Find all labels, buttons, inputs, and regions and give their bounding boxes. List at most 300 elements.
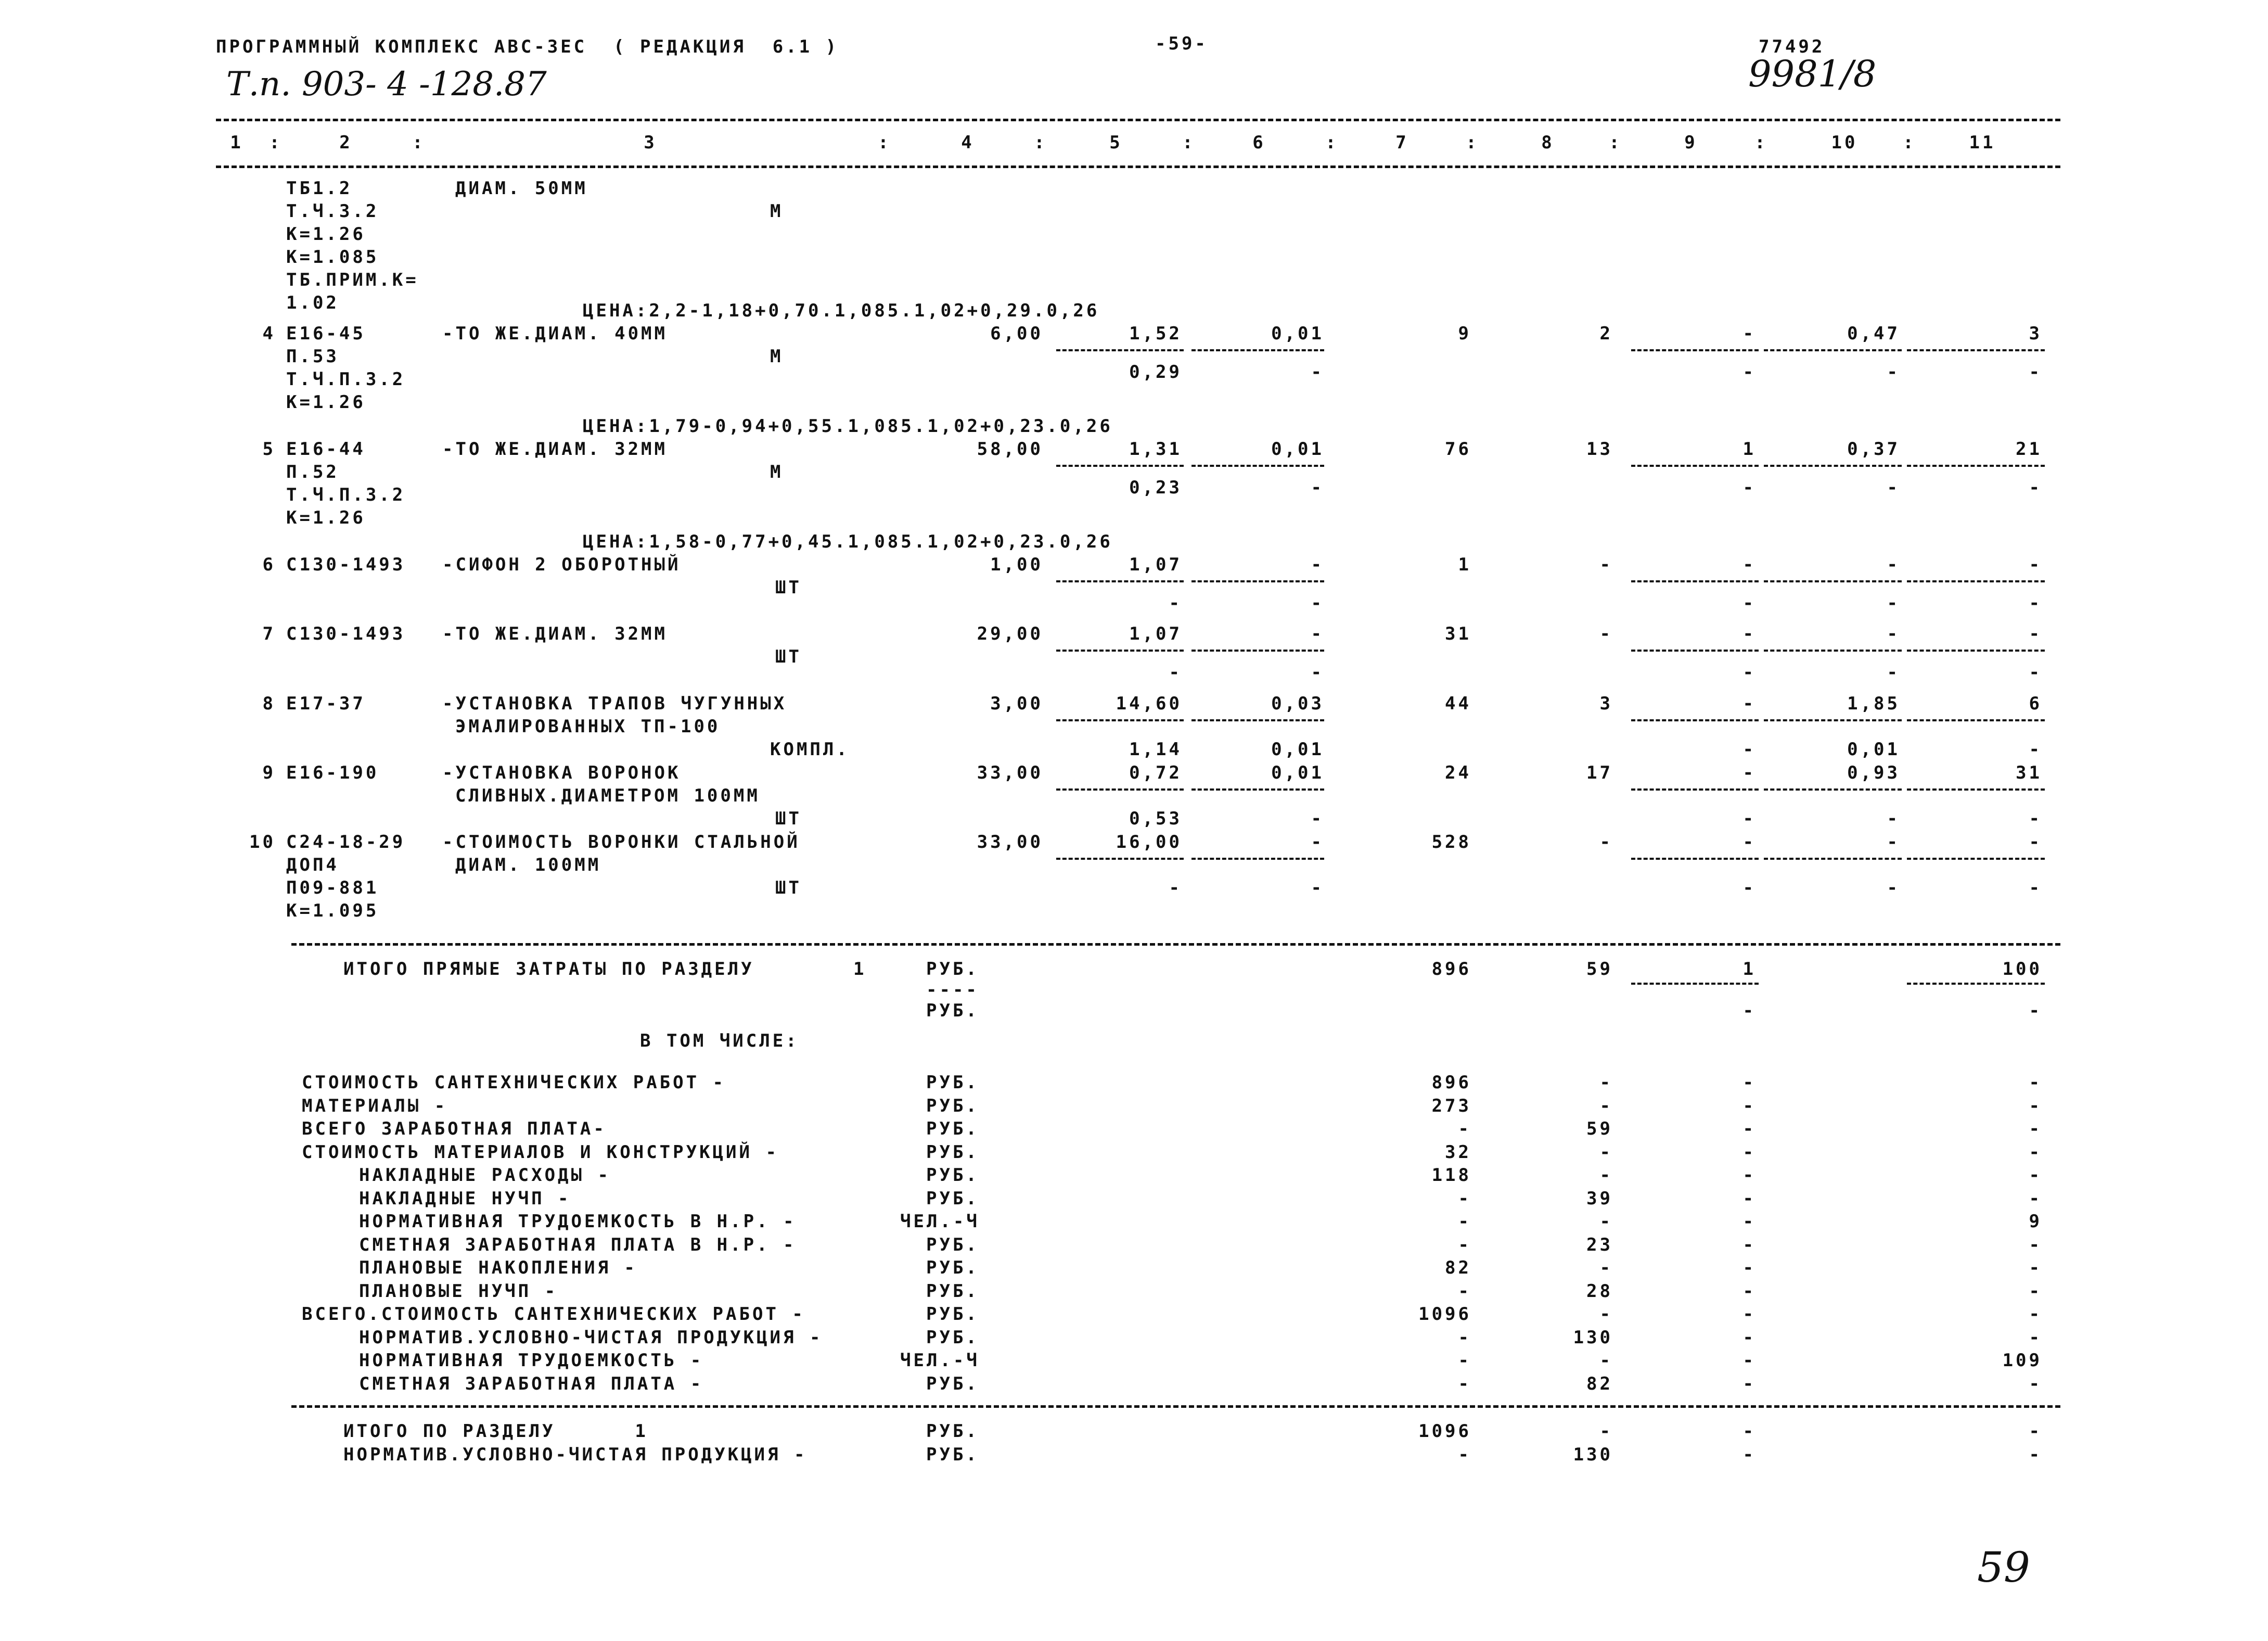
breakdown-unit: РУБ. [926,1327,979,1348]
breakdown-c7: - [1458,1350,1471,1371]
underline-c5 [1056,858,1184,860]
underline-c6 [1191,788,1324,791]
breakdown-c8: 59 [1586,1118,1613,1139]
cell-c6: - [1311,624,1324,644]
cell-c11: - [2029,554,2042,575]
breakdown-c7: 896 [1431,1072,1471,1093]
breakdown-c9: - [1742,1304,1756,1325]
program-title: ПРОГРАММНЫЙ КОМПЛЕКС АВС-ЗЕС ( РЕДАКЦИЯ 6.1 ) [216,36,839,57]
breakdown-c8: - [1599,1350,1613,1371]
section-total-label: НОРМАТИВ.УСЛОВНО-ЧИСТАЯ ПРОДУКЦИЯ - [343,1444,808,1465]
underline-c5 [1056,719,1184,721]
cell-c10: - [1887,554,1900,575]
breakdown-c9: - [1742,1165,1756,1186]
breakdown-c9: - [1742,1280,1756,1302]
column-header-6: 4 [961,132,975,153]
cell-c5: 1,52 [1129,323,1182,344]
breakdown-c11: - [2029,1095,2042,1116]
underline-c5 [1056,580,1184,582]
cell-c7: 528 [1431,832,1471,853]
document-number: 77492 [1759,36,1825,57]
reference-line: Т.Ч.П.3.2 [286,369,406,390]
cell-c7: 1 [1458,554,1471,575]
breakdown-c7: - [1458,1280,1471,1302]
breakdown-c9: - [1742,1257,1756,1278]
cell-c10: - [1887,624,1900,644]
item-description-2: ДИАМ. 100ММ [455,855,601,875]
section-total-c9: - [1742,1421,1756,1442]
total-direct-c11: 100 [2002,959,2042,979]
cell-c11b: - [2029,593,2042,614]
breakdown-c7: - [1458,1211,1471,1232]
header-rule-bottom [216,166,2060,168]
reference-line: К=1.095 [286,900,379,921]
breakdown-label: ВСЕГО ЗАРАБОТНАЯ ПЛАТА- [302,1118,607,1139]
price-formula: ЦЕНА:1,58-0,77+0,45.1,085.1,02+0,23.0,26 [583,531,1113,552]
item-code: С130-1493 [286,554,406,575]
item-number: 6 [262,554,276,575]
total-direct-c7: 896 [1431,959,1471,979]
section-total-c11: - [2029,1444,2042,1465]
cell-c7: 76 [1445,439,1471,460]
column-header-5: : [878,132,891,153]
cell-c10b: - [1887,662,1900,683]
cell-c9: - [1742,624,1756,644]
total-direct-unit-3: РУБ. [926,1000,979,1021]
breakdown-c7: - [1458,1373,1471,1394]
column-header-7: : [1034,132,1047,153]
breakdown-c8: - [1599,1304,1613,1325]
breakdown-c7: 273 [1431,1095,1471,1116]
cell-c9b: - [1742,477,1756,498]
cell-c5: 1,31 [1129,439,1182,460]
reference-line: ТБ1.2 [286,178,353,199]
breakdown-label: НОРМАТИВНАЯ ТРУДОЕМКОСТЬ В Н.Р. - [359,1211,797,1232]
breakdown-c9: - [1742,1072,1756,1093]
cell-c10b: - [1887,477,1900,498]
cell-c8: 3 [1599,693,1613,714]
cell-c11: - [2029,832,2042,853]
breakdown-unit: ЧЕЛ.-Ч [900,1211,980,1232]
underline-c11 [1907,465,2045,467]
tp-code: Т.п. 903- 4 -128.87 [226,65,547,104]
cell-c6: 0,01 [1271,323,1324,344]
column-header-3: : [412,132,426,153]
item-code: Е16-45 [286,323,366,344]
cell-c11b: - [2029,662,2042,683]
section-total-c8: 130 [1573,1444,1613,1465]
cell-c8: 2 [1599,323,1613,344]
breakdown-c9: - [1742,1095,1756,1116]
unit-of-measure: ШТ [775,577,802,598]
breakdown-label: НАКЛАДНЫЕ НУЧП - [359,1188,571,1209]
cell-c11b: - [2029,877,2042,898]
item-description: -УСТАНОВКА ТРАПОВ ЧУГУННЫХ [442,693,787,714]
breakdown-c8: 23 [1586,1234,1613,1255]
underline-c11 [1907,788,2045,791]
underline-c6 [1191,465,1324,467]
item-number: 4 [262,323,276,344]
total-direct-underline-11 [1907,983,2045,985]
cell-c5: 1,07 [1129,624,1182,644]
underline-c5 [1056,650,1184,652]
cell-c10: 0,93 [1847,762,1900,783]
reference-line: П.52 [286,462,339,482]
underline-c10 [1764,465,1902,467]
header-rule-top [216,119,2060,121]
reference-line: К=1.26 [286,507,366,528]
breakdown-c9: - [1742,1211,1756,1232]
underline-c9 [1631,349,1759,351]
cell-qty: 29,00 [977,624,1043,644]
reference-line: 1.02 [286,292,339,313]
section-total-c11: - [2029,1421,2042,1442]
cell-c11: 31 [2016,762,2042,783]
cell-c10b: 0,01 [1847,739,1900,760]
column-header-2: 2 [339,132,353,153]
cell-c7: 44 [1445,693,1471,714]
breakdown-c11: - [2029,1188,2042,1209]
breakdown-c9: - [1742,1118,1756,1139]
cell-c5b: - [1169,877,1182,898]
unit-of-measure: М [770,462,784,482]
breakdown-c7: - [1458,1118,1471,1139]
cell-c6b: - [1311,877,1324,898]
underline-c10 [1764,858,1902,860]
cell-c11: - [2029,624,2042,644]
underline-c6 [1191,858,1324,860]
breakdown-unit: РУБ. [926,1188,979,1209]
cell-c9b: - [1742,877,1756,898]
breakdown-unit: РУБ. [926,1257,979,1278]
reference-line: К=1.26 [286,392,366,413]
underline-c9 [1631,580,1759,582]
cell-c9: 1 [1742,439,1756,460]
item-description: -ТО ЖЕ.ДИАМ. 32ММ [442,624,668,644]
underline-c9 [1631,858,1759,860]
breakdown-unit: РУБ. [926,1118,979,1139]
underline-c9 [1631,650,1759,652]
breakdown-c8: 28 [1586,1280,1613,1302]
cell-c9: - [1742,693,1756,714]
breakdown-unit: РУБ. [926,1280,979,1302]
cell-c8: 13 [1586,439,1613,460]
reference-line: П09-881 [286,877,379,898]
cell-c9b: - [1742,739,1756,760]
column-header-10: 6 [1252,132,1266,153]
item-description: -СТОИМОСТЬ ВОРОНКИ СТАЛЬНОЙ [442,832,800,853]
column-header-1: : [269,132,283,153]
page-mark: -59- [1155,33,1208,54]
cell-c8: - [1599,554,1613,575]
including-label: В ТОМ ЧИСЛЕ: [640,1031,799,1051]
breakdown-c8: - [1599,1072,1613,1093]
cell-c6b: - [1311,808,1324,829]
column-header-18: 10 [1831,132,1858,153]
section-rule-1 [291,943,2060,946]
column-header-12: 7 [1395,132,1409,153]
breakdown-unit: ЧЕЛ.-Ч [900,1350,980,1371]
breakdown-c8: - [1599,1165,1613,1186]
total-direct-underline-9 [1631,983,1759,985]
cell-qty: 33,00 [977,832,1043,853]
underline-c6 [1191,650,1324,652]
cell-c10b: - [1887,877,1900,898]
breakdown-c9: - [1742,1234,1756,1255]
breakdown-c7: 118 [1431,1165,1471,1186]
breakdown-unit: РУБ. [926,1234,979,1255]
underline-c5 [1056,349,1184,351]
cell-c10b: - [1887,808,1900,829]
cell-c7: 9 [1458,323,1471,344]
section-total-unit: РУБ. [926,1421,979,1442]
cell-c6: 0,01 [1271,439,1324,460]
breakdown-unit: РУБ. [926,1165,979,1186]
column-header-19: : [1903,132,1916,153]
item-code: С24-18-29 [286,832,406,853]
cell-c10: - [1887,832,1900,853]
cell-c5: 1,07 [1129,554,1182,575]
column-header-9: : [1182,132,1196,153]
item-code: Е16-190 [286,762,379,783]
price-formula: ЦЕНА:1,79-0,94+0,55.1,085.1,02+0,23.0,26 [583,416,1113,437]
column-header-8: 5 [1109,132,1123,153]
breakdown-label: СМЕТНАЯ ЗАРАБОТНАЯ ПЛАТА - [359,1373,704,1394]
sheet-code: 9981/8 [1748,53,1877,95]
breakdown-c8: 82 [1586,1373,1613,1394]
underline-c10 [1764,349,1902,351]
item-code: Е16-44 [286,439,366,460]
item-description-2: СЛИВНЫХ.ДИАМЕТРОМ 100ММ [455,785,760,806]
total-direct-label: ИТОГО ПРЯМЫЕ ЗАТРАТЫ ПО РАЗДЕЛУ [343,959,754,979]
cell-qty: 33,00 [977,762,1043,783]
column-header-14: 8 [1541,132,1555,153]
cell-c11b: - [2029,477,2042,498]
underline-c10 [1764,580,1902,582]
underline-c11 [1907,719,2045,721]
cell-qty: 58,00 [977,439,1043,460]
cell-qty: 6,00 [990,323,1043,344]
breakdown-label: ПЛАНОВЫЕ НАКОПЛЕНИЯ - [359,1257,637,1278]
cell-c9: - [1742,762,1756,783]
unit-of-measure: ШТ [775,646,802,667]
underline-c6 [1191,349,1324,351]
breakdown-c7: - [1458,1188,1471,1209]
reference-line: Т.Ч.П.3.2 [286,485,406,505]
total-direct-c8: 59 [1586,959,1613,979]
total-direct-section: 1 [853,959,867,979]
breakdown-label: ВСЕГО.СТОИМОСТЬ САНТЕХНИЧЕСКИХ РАБОТ - [302,1304,805,1325]
cell-c5b: - [1169,662,1182,683]
cell-c7: 31 [1445,624,1471,644]
cell-c9: - [1742,832,1756,853]
cell-c6: 0,01 [1271,762,1324,783]
cell-c11b: - [2029,362,2042,383]
page-number: 59 [1977,1543,2030,1592]
total-direct-unit-2: ---- [926,979,979,1000]
reference-line: ТБ.ПРИМ.К= [286,270,419,290]
breakdown-c11: 109 [2002,1350,2042,1371]
reference-line: ДОП4 [286,855,339,875]
item-description-2: ЭМАЛИРОВАННЫХ ТП-100 [455,716,721,737]
item-code: Е17-37 [286,693,366,714]
breakdown-c9: - [1742,1188,1756,1209]
cell-c11: 21 [2016,439,2042,460]
breakdown-c11: - [2029,1141,2042,1163]
reference-line: П.53 [286,346,339,367]
section-rule-2 [291,1405,2060,1408]
breakdown-label: НОРМАТИВНАЯ ТРУДОЕМКОСТЬ - [359,1350,704,1371]
section-total-label: ИТОГО ПО РАЗДЕЛУ 1 [343,1421,648,1442]
breakdown-c9: - [1742,1373,1756,1394]
item-number: 10 [249,832,276,853]
breakdown-c11: - [2029,1165,2042,1186]
item-description: ДИАМ. 50ММ [455,178,588,199]
item-number: 9 [262,762,276,783]
breakdown-c11: - [2029,1118,2042,1139]
unit-of-measure: М [770,346,784,367]
cell-c10b: - [1887,593,1900,614]
breakdown-unit: РУБ. [926,1304,979,1325]
breakdown-c9: - [1742,1141,1756,1163]
breakdown-unit: РУБ. [926,1095,979,1116]
breakdown-c8: - [1599,1095,1613,1116]
breakdown-c7: 82 [1445,1257,1471,1278]
cell-c10: 0,47 [1847,323,1900,344]
unit-of-measure: КОМПЛ. [770,739,850,760]
cell-c11b: - [2029,808,2042,829]
cell-c5b: 1,14 [1129,739,1182,760]
breakdown-unit: РУБ. [926,1141,979,1163]
cell-c5: 0,72 [1129,762,1182,783]
breakdown-label: СМЕТНАЯ ЗАРАБОТНАЯ ПЛАТА В Н.Р. - [359,1234,797,1255]
item-description: -УСТАНОВКА ВОРОНОК [442,762,681,783]
underline-c10 [1764,719,1902,721]
cell-c9b: - [1742,362,1756,383]
column-header-16: 9 [1684,132,1698,153]
underline-c5 [1056,788,1184,791]
reference-line: Т.Ч.3.2 [286,201,379,222]
column-header-4: 3 [644,132,657,153]
breakdown-label: СТОИМОСТЬ САНТЕХНИЧЕСКИХ РАБОТ - [302,1072,726,1093]
cell-c9: - [1742,323,1756,344]
cell-c9b: - [1742,662,1756,683]
cell-c10: 1,85 [1847,693,1900,714]
section-total-c8: - [1599,1421,1613,1442]
item-number: 5 [262,439,276,460]
item-code: С130-1493 [286,624,406,644]
breakdown-c7: 32 [1445,1141,1471,1163]
breakdown-c8: 130 [1573,1327,1613,1348]
item-description: -СИФОН 2 ОБОРОТНЫЙ [442,554,681,575]
column-header-11: : [1325,132,1339,153]
underline-c10 [1764,788,1902,791]
cell-c5b: - [1169,593,1182,614]
breakdown-label: МАТЕРИАЛЫ - [302,1095,448,1116]
cell-c8: - [1599,624,1613,644]
unit-of-measure: М [770,201,784,222]
item-number: 7 [262,624,276,644]
breakdown-c11: 9 [2029,1211,2042,1232]
breakdown-c11: - [2029,1072,2042,1093]
cell-c6b: 0,01 [1271,739,1324,760]
breakdown-c8: - [1599,1211,1613,1232]
cell-c9b: - [1742,808,1756,829]
breakdown-c11: - [2029,1304,2042,1325]
breakdown-unit: РУБ. [926,1072,979,1093]
column-header-15: : [1609,132,1622,153]
cell-c6: - [1311,554,1324,575]
unit-of-measure: ШТ [775,808,802,829]
breakdown-c7: 1096 [1418,1304,1471,1325]
cell-c8: - [1599,832,1613,853]
cell-c11: 6 [2029,693,2042,714]
cell-c11b: - [2029,739,2042,760]
breakdown-c7: - [1458,1327,1471,1348]
cell-c9: - [1742,554,1756,575]
item-description: -ТО ЖЕ.ДИАМ. 40ММ [442,323,668,344]
section-total-c9: - [1742,1444,1756,1465]
breakdown-unit: РУБ. [926,1373,979,1394]
underline-c10 [1764,650,1902,652]
item-description: -ТО ЖЕ.ДИАМ. 32ММ [442,439,668,460]
cell-c6b: - [1311,362,1324,383]
underline-c9 [1631,465,1759,467]
breakdown-label: ПЛАНОВЫЕ НУЧП - [359,1280,558,1302]
underline-c11 [1907,650,2045,652]
cell-c10b: - [1887,362,1900,383]
reference-line: К=1.26 [286,224,366,245]
breakdown-c7: - [1458,1234,1471,1255]
cell-c9b: - [1742,593,1756,614]
total-direct-unit: РУБ. [926,959,979,979]
breakdown-c9: - [1742,1327,1756,1348]
breakdown-c9: - [1742,1350,1756,1371]
underline-c11 [1907,580,2045,582]
cell-c6: 0,03 [1271,693,1324,714]
cell-c6b: - [1311,662,1324,683]
breakdown-label: СТОИМОСТЬ МАТЕРИАЛОВ И КОНСТРУКЦИЙ - [302,1141,779,1163]
column-header-17: : [1754,132,1768,153]
cell-c6: - [1311,832,1324,853]
breakdown-c11: - [2029,1280,2042,1302]
cell-c7: 24 [1445,762,1471,783]
breakdown-c11: - [2029,1234,2042,1255]
underline-c11 [1907,349,2045,351]
breakdown-label: НОРМАТИВ.УСЛОВНО-ЧИСТАЯ ПРОДУКЦИЯ - [359,1327,823,1348]
cell-c6b: - [1311,593,1324,614]
cell-c6b: - [1311,477,1324,498]
price-formula: ЦЕНА:2,2-1,18+0,70.1,085.1,02+0,29.0,26 [583,300,1100,321]
reference-line: К=1.085 [286,247,379,268]
cell-c8: 17 [1586,762,1613,783]
section-total-c7: 1096 [1418,1421,1471,1442]
column-header-0: 1 [230,132,244,153]
cell-c10: 0,37 [1847,439,1900,460]
cell-c11: 3 [2029,323,2042,344]
breakdown-label: НАКЛАДНЫЕ РАСХОДЫ - [359,1165,611,1186]
column-header-20: 11 [1969,132,1996,153]
breakdown-c8: 39 [1586,1188,1613,1209]
breakdown-c11: - [2029,1373,2042,1394]
breakdown-c11: - [2029,1327,2042,1348]
cell-c5: 16,00 [1116,832,1182,853]
underline-c5 [1056,465,1184,467]
breakdown-c8: - [1599,1257,1613,1278]
underline-c9 [1631,788,1759,791]
breakdown-c8: - [1599,1141,1613,1163]
column-header-13: : [1466,132,1479,153]
